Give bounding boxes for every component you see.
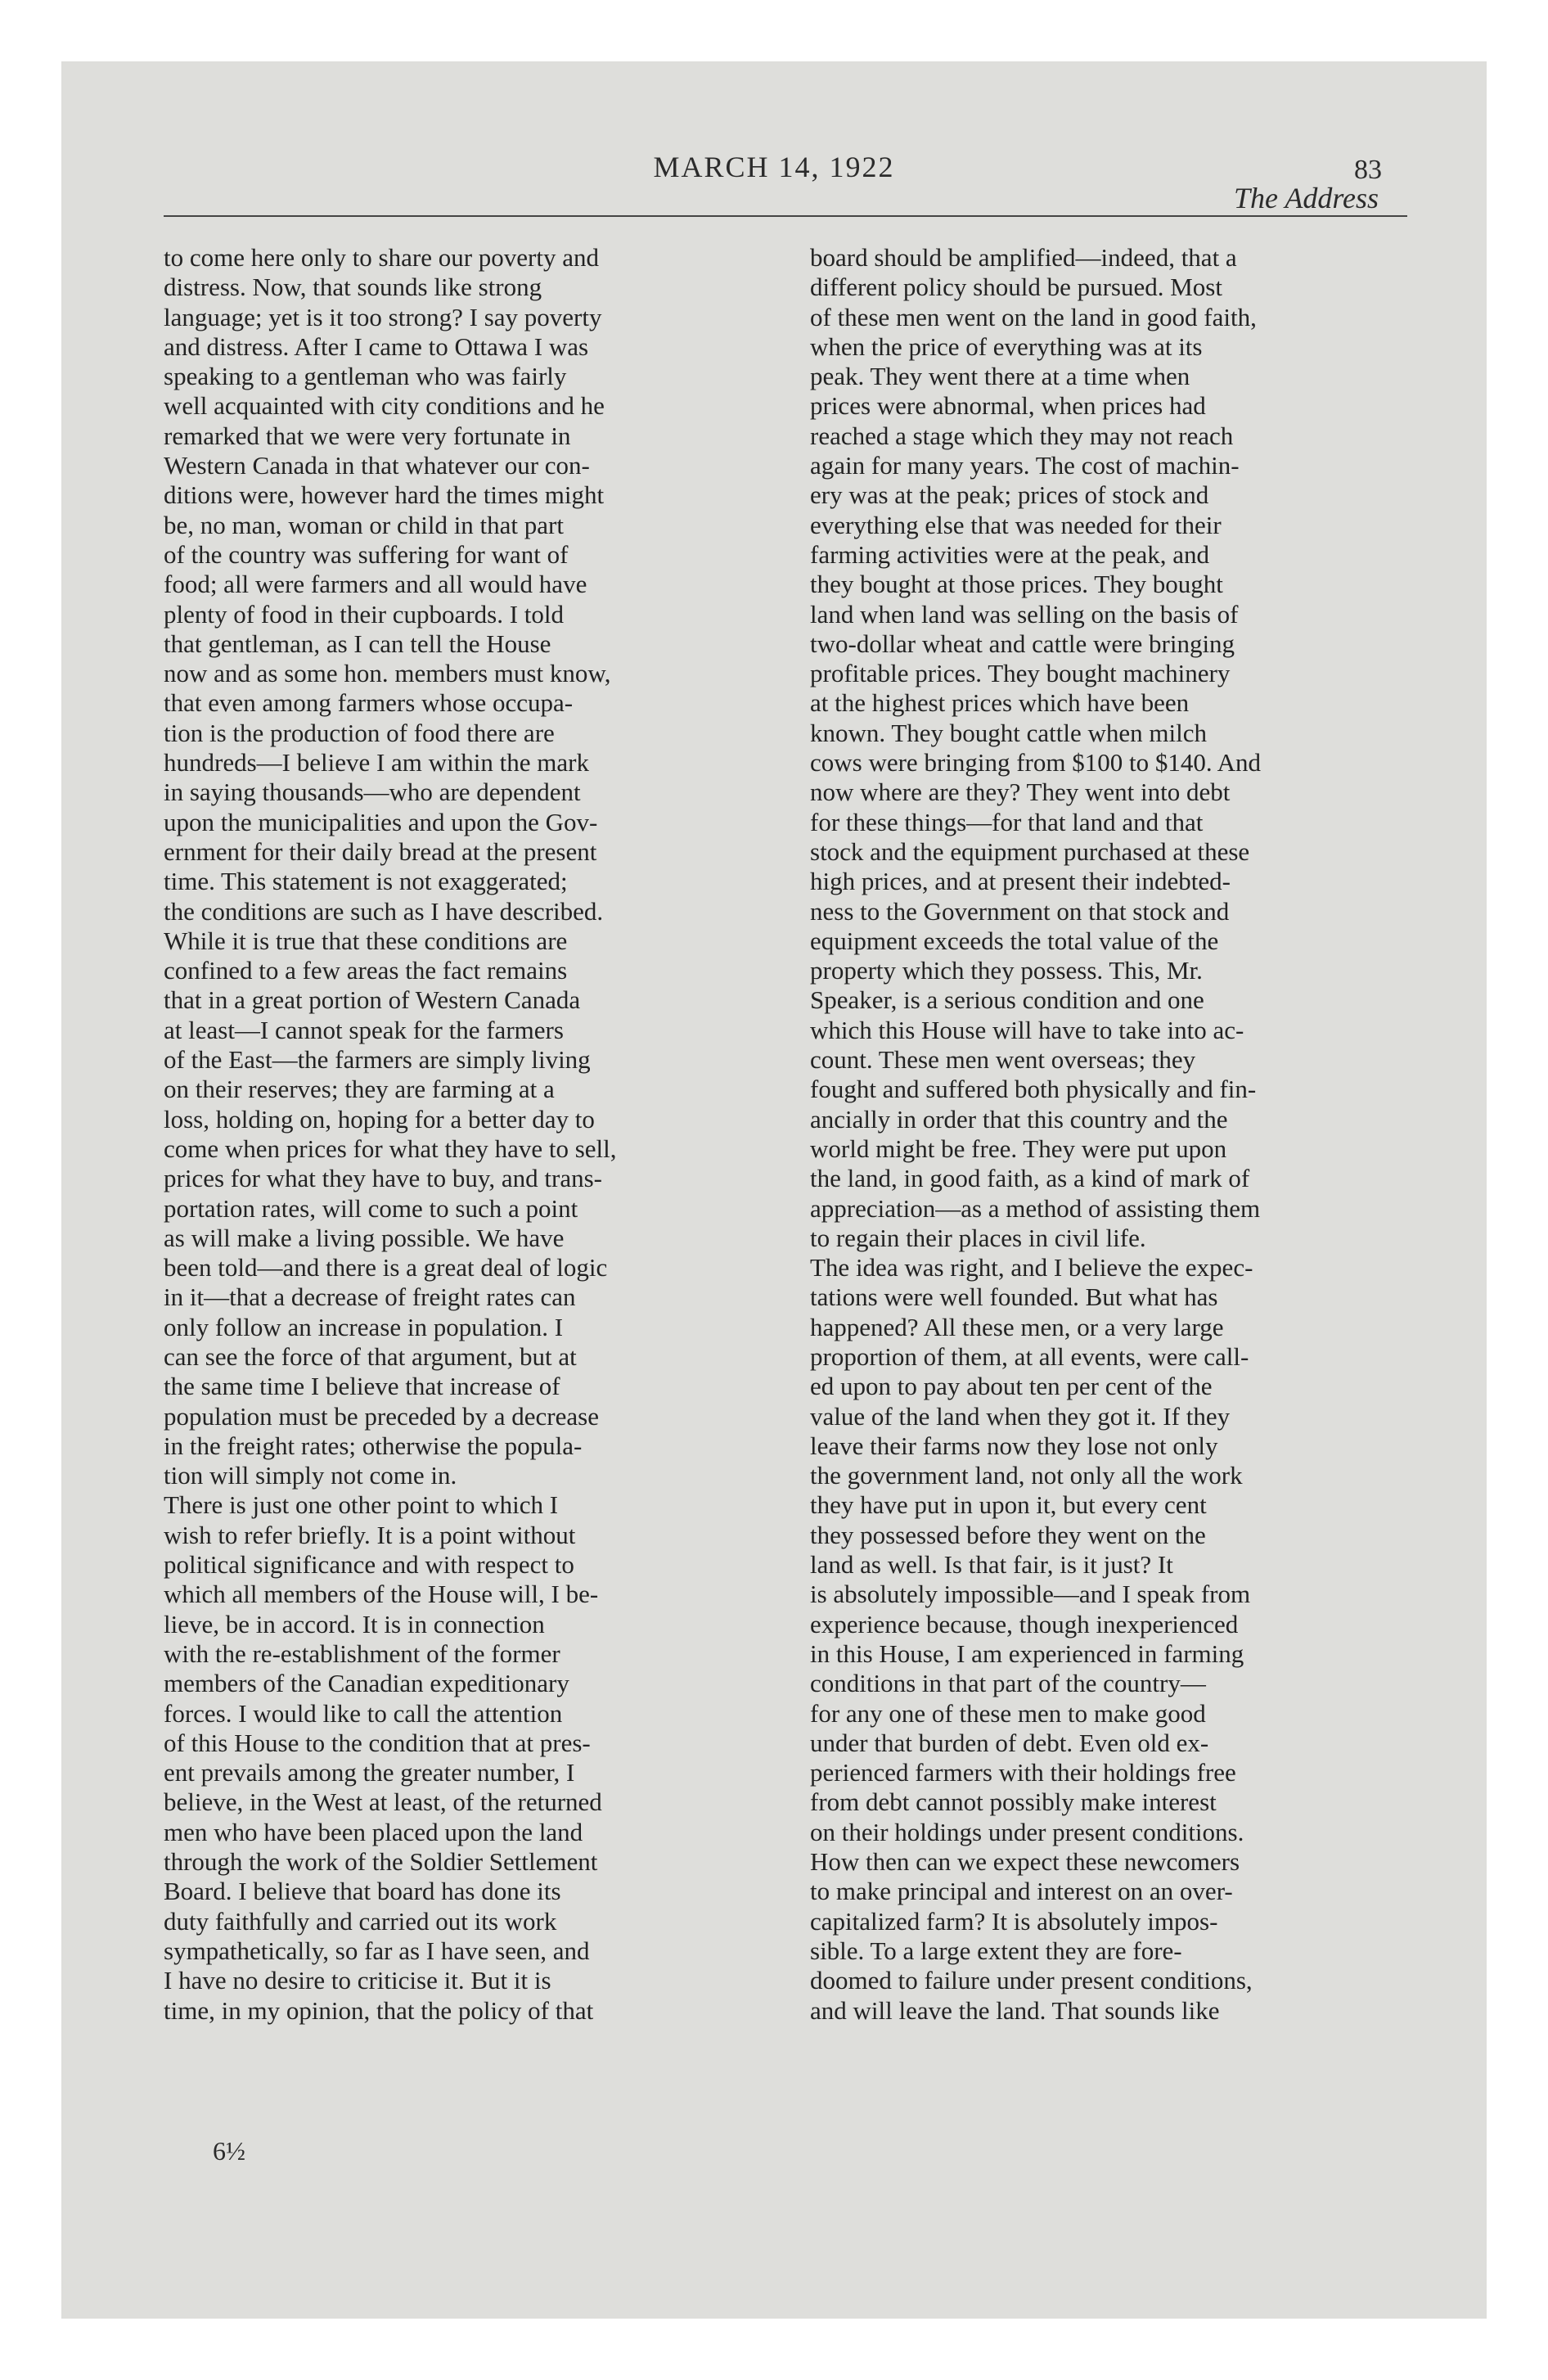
text-line: reached a stage which they may not reach: [810, 421, 1234, 450]
text-line: experience because, though inexperienced: [810, 1609, 1239, 1639]
text-line: under that burden of debt. Even old ex-: [810, 1728, 1209, 1757]
text-line: profitable prices. They bought machinery: [810, 659, 1231, 688]
text-line: come when prices for what they have to sell,: [164, 1134, 617, 1163]
text-line: forces. I would like to call the attention: [164, 1698, 563, 1728]
text-line: land as well. Is that fair, is it just? It: [810, 1550, 1173, 1580]
text-line: again for many years. The cost of machin-: [810, 451, 1240, 480]
text-line: leave their farms now they lose not only: [810, 1431, 1218, 1460]
text-line: property which they possess. This, Mr.: [810, 956, 1203, 985]
text-line: and distress. After I came to Ottawa I was: [164, 331, 589, 361]
text-line: distress. Now, that sounds like strong: [164, 273, 542, 302]
text-line: Western Canada in that whatever our con-: [164, 451, 590, 480]
text-line: time, in my opinion, that the policy of that: [164, 1995, 594, 2025]
text-line: There is just one other point to which I: [164, 1490, 559, 1520]
text-line: stock and the equipment purchased at these: [810, 836, 1250, 866]
text-line: ness to the Government on that stock and: [810, 896, 1230, 926]
text-line: conditions in that part of the country—: [810, 1669, 1206, 1698]
text-line: equipment exceeds the total value of the: [810, 926, 1219, 955]
text-line: While it is true that these conditions are: [164, 926, 568, 955]
text-line: sympathetically, so far as I have seen, and: [164, 1936, 590, 1965]
text-line: population must be preceded by a decrease: [164, 1401, 599, 1431]
text-line: cows were bringing from $100 to $140. And: [810, 748, 1262, 778]
text-line: value of the land when they got it. If they: [810, 1401, 1231, 1431]
text-line: ent prevails among the greater number, I: [164, 1758, 575, 1787]
text-line: the land, in good faith, as a kind of mark of: [810, 1164, 1250, 1193]
text-line: now and as some hon. members must know,: [164, 659, 611, 688]
text-line: remarked that we were very fortunate in: [164, 421, 571, 450]
signature-mark: 6½: [213, 2136, 245, 2166]
text-line: is absolutely impossible—and I speak from: [810, 1580, 1251, 1609]
text-line: tations were well founded. But what has: [810, 1282, 1218, 1312]
text-line: which all members of the House will, I be-: [164, 1580, 599, 1609]
text-line: lieve, be in accord. It is in connection: [164, 1609, 545, 1639]
text-line: ed upon to pay about ten per cent of the: [810, 1372, 1213, 1401]
text-line: as will make a living possible. We have: [164, 1223, 565, 1252]
text-line: sible. To a large extent they are fore-: [810, 1936, 1182, 1965]
text-line: Speaker, is a serious condition and one: [810, 985, 1204, 1015]
text-line: be, no man, woman or child in that part: [164, 510, 564, 539]
text-line: which this House will have to take into ac-: [810, 1015, 1244, 1044]
left-text-column: [164, 243, 792, 2026]
text-line: ditions were, however hard the times might: [164, 480, 605, 510]
text-line: peak. They went there at a time when: [810, 362, 1190, 391]
text-line: tion is the production of food there are: [164, 718, 555, 747]
text-line: land when land was selling on the basis of: [810, 599, 1239, 629]
text-line: appreciation—as a method of assisting them: [810, 1193, 1261, 1223]
text-line: the same time I believe that increase of: [164, 1372, 560, 1401]
text-line: I have no desire to criticise it. But it is: [164, 1966, 551, 1995]
text-line: political significance and with respect to: [164, 1550, 574, 1580]
text-line: the government land, not only all the work: [810, 1461, 1243, 1490]
text-line: of the country was suffering for want of: [164, 539, 569, 569]
header-date: MARCH 14, 1922: [653, 151, 895, 183]
text-line: to come here only to share our poverty and: [164, 243, 599, 272]
text-line: in saying thousands—who are dependent: [164, 778, 581, 807]
text-line: of these men went on the land in good faith,: [810, 302, 1257, 331]
header-rule: [164, 215, 1407, 217]
text-line: prices were abnormal, when prices had: [810, 391, 1206, 421]
text-line: to make principal and interest on an over-: [810, 1877, 1233, 1906]
running-head: The Address: [1233, 182, 1379, 214]
text-line: on their holdings under present conditions.: [810, 1817, 1244, 1846]
text-line: been told—and there is a great deal of logic: [164, 1253, 608, 1282]
text-line: can see the force of that argument, but at: [164, 1341, 577, 1371]
text-line: known. They bought cattle when milch: [810, 718, 1207, 747]
text-line: ery was at the peak; prices of stock and: [810, 480, 1209, 510]
text-line: upon the municipalities and upon the Gov-: [164, 807, 598, 836]
text-line: hundreds—I believe I am within the mark: [164, 748, 589, 778]
text-line: members of the Canadian expeditionary: [164, 1669, 569, 1698]
text-line: that even among farmers whose occupa-: [164, 688, 574, 718]
text-line: believe, in the West at least, of the returned: [164, 1787, 602, 1817]
text-line: ancially in order that this country and the: [810, 1104, 1228, 1134]
text-line: board should be amplified—indeed, that a: [810, 243, 1237, 272]
text-line: different policy should be pursued. Most: [810, 273, 1222, 302]
text-line: loss, holding on, hoping for a better day to: [164, 1104, 595, 1134]
text-line: time. This statement is not exaggerated;: [164, 867, 568, 896]
text-line: on their reserves; they are farming at a: [164, 1075, 555, 1104]
text-line: perienced farmers with their holdings free: [810, 1758, 1236, 1787]
text-line: in this House, I am experienced in farming: [810, 1639, 1244, 1668]
text-line: capitalized farm? It is absolutely impos-: [810, 1906, 1218, 1936]
text-line: at least—I cannot speak for the farmers: [164, 1015, 564, 1044]
text-line: farming activities were at the peak, and: [810, 539, 1210, 569]
text-line: to regain their places in civil life.: [810, 1223, 1146, 1252]
text-line: the conditions are such as I have described.: [164, 896, 604, 926]
text-line: from debt cannot possibly make interest: [810, 1787, 1217, 1817]
text-line: of the East—the farmers are simply living: [164, 1045, 591, 1075]
text-line: plenty of food in their cupboards. I told: [164, 599, 565, 629]
text-line: that gentleman, as I can tell the House: [164, 629, 551, 658]
scanned-page: [61, 61, 1487, 2319]
text-line: wish to refer briefly. It is a point without: [164, 1520, 576, 1549]
text-line: tion will simply not come in.: [164, 1461, 457, 1490]
text-line: through the work of the Soldier Settlement: [164, 1847, 598, 1877]
text-line: well acquainted with city conditions and he: [164, 391, 605, 421]
text-line: fought and suffered both physically and fin-: [810, 1075, 1257, 1104]
text-line: world might be free. They were put upon: [810, 1134, 1227, 1163]
text-line: doomed to failure under present conditions,: [810, 1966, 1253, 1995]
text-line: high prices, and at present their indebted-: [810, 867, 1231, 896]
text-line: count. These men went overseas; they: [810, 1045, 1196, 1075]
text-line: they possessed before they went on the: [810, 1520, 1206, 1549]
text-line: men who have been placed upon the land: [164, 1817, 583, 1846]
text-line: proportion of them, at all events, were call-: [810, 1341, 1249, 1371]
text-line: in it—that a decrease of freight rates can: [164, 1282, 576, 1312]
text-line: that in a great portion of Western Canada: [164, 985, 581, 1015]
text-line: for these things—for that land and that: [810, 807, 1204, 836]
text-line: confined to a few areas the fact remains: [164, 956, 568, 985]
text-line: only follow an increase in population. I: [164, 1312, 564, 1341]
text-line: language; yet is it too strong? I say poverty: [164, 302, 602, 331]
text-line: they bought at those prices. They bought: [810, 570, 1223, 599]
text-line: everything else that was needed for their: [810, 510, 1222, 539]
text-line: and will leave the land. That sounds like: [810, 1995, 1220, 2025]
text-line: How then can we expect these newcomers: [810, 1847, 1240, 1877]
text-line: The idea was right, and I believe the expec-: [810, 1253, 1253, 1282]
text-line: in the freight rates; otherwise the popula-: [164, 1431, 583, 1460]
text-line: Board. I believe that board has done its: [164, 1877, 561, 1906]
text-line: of this House to the condition that at pres-: [164, 1728, 591, 1757]
text-line: with the re-establishment of the former: [164, 1639, 560, 1668]
page-number: 83: [1354, 155, 1382, 185]
text-line: happened? All these men, or a very large: [810, 1312, 1224, 1341]
text-line: ernment for their daily bread at the present: [164, 836, 597, 866]
text-line: now where are they? They went into debt: [810, 778, 1231, 807]
text-line: portation rates, will come to such a point: [164, 1193, 578, 1223]
text-line: at the highest prices which have been: [810, 688, 1190, 718]
text-line: duty faithfully and carried out its work: [164, 1906, 557, 1936]
text-line: for any one of these men to make good: [810, 1698, 1206, 1728]
text-line: speaking to a gentleman who was fairly: [164, 362, 567, 391]
right-text-column: [810, 243, 1438, 2026]
text-line: food; all were farmers and all would have: [164, 570, 587, 599]
text-line: prices for what they have to buy, and trans-: [164, 1164, 603, 1193]
text-line: they have put in upon it, but every cent: [810, 1490, 1207, 1520]
text-line: when the price of everything was at its: [810, 331, 1203, 361]
text-line: two-dollar wheat and cattle were bringing: [810, 629, 1235, 658]
